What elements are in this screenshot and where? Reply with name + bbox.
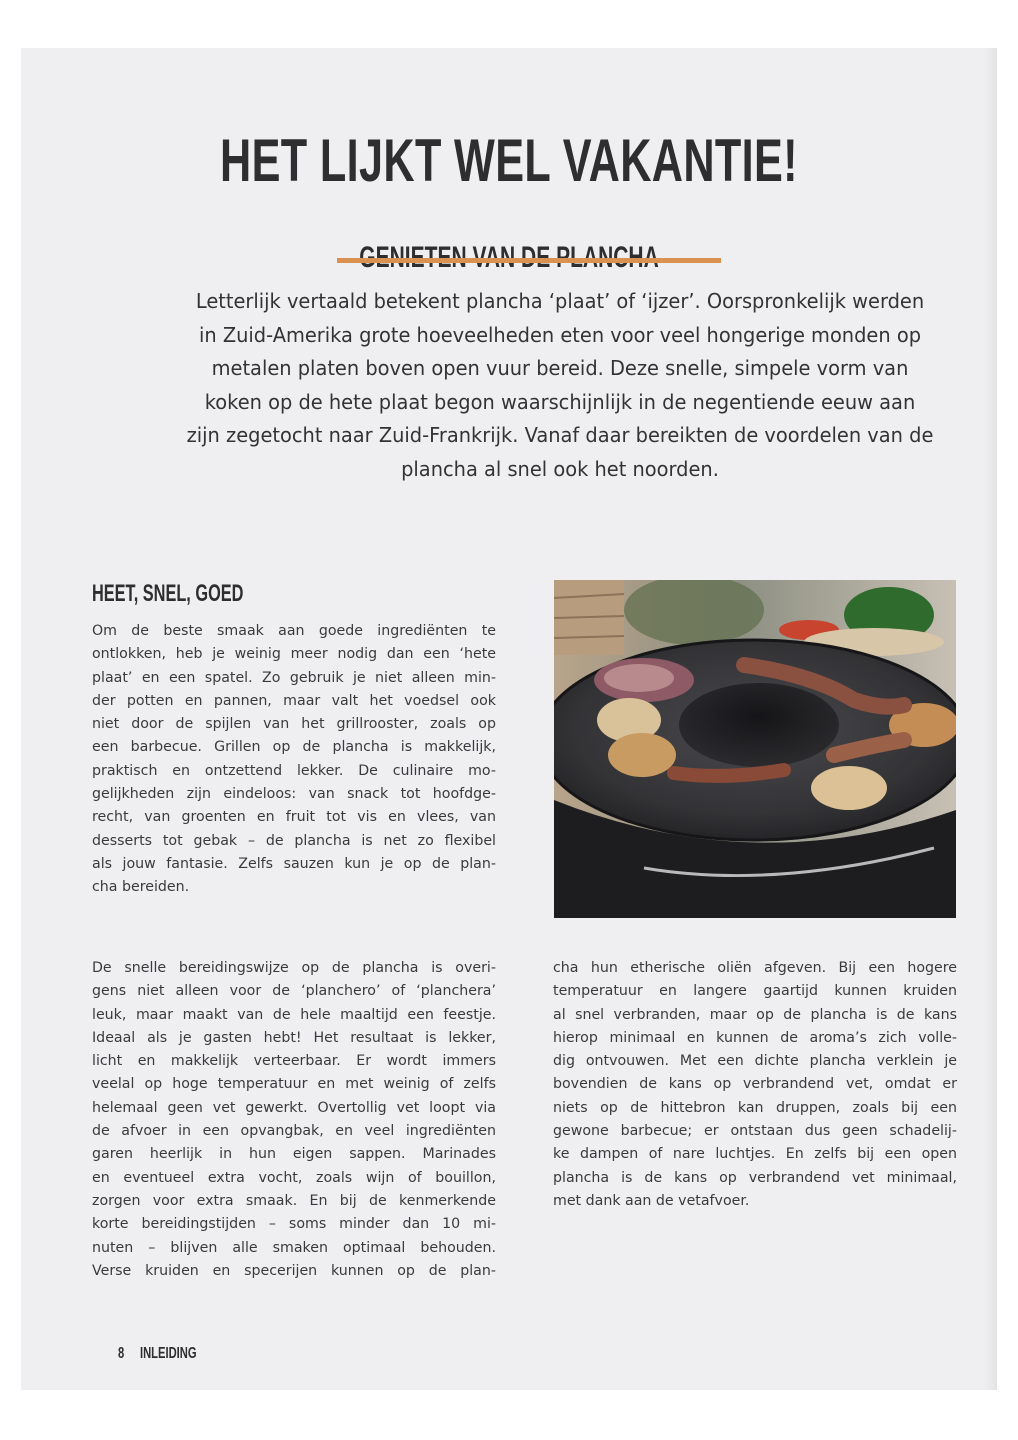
text-line: de afvoer in een opvangbak, en veel ingrediënten <box>92 1123 496 1140</box>
text-line: recht, van groenten en fruit tot vis en vlees, van <box>92 809 496 826</box>
text-line: plancha is de kans op verbrandend vet minimaal, <box>553 1169 957 1186</box>
page-title: HET LIJKT WEL VAKANTIE! <box>220 127 798 194</box>
paragraph-1 <box>92 620 496 900</box>
text-line: cha hun etherische oliën afgeven. Bij een hogere <box>553 960 957 976</box>
text-line: en eventueel extra vocht, zoals wijn of bouillon, <box>92 1169 496 1186</box>
text-line: gens niet alleen voor de ‘planchero’ of ‘planchera’ <box>92 983 496 1000</box>
text-line: niet door de spijlen van het grillrooster, zoals op <box>92 716 496 733</box>
text-line: temperatuur en langere gaartijd kunnen kruiden <box>553 983 957 1000</box>
book-page <box>21 48 997 1390</box>
intro-line: Letterlijk vertaald betekent plancha ‘plaat’ of ‘ijzer’. Oorspronkelijk werden <box>195 289 925 313</box>
page-number: 8 <box>118 1345 125 1362</box>
text-line: der potten en pannen, maar valt het voedsel ook <box>92 692 496 709</box>
text-line: niets op de hittebron kan druppen, zoals bij een <box>553 1099 957 1116</box>
intro-paragraph <box>157 285 962 487</box>
text-line: al snel verbranden, maar op de plancha is de kans <box>553 1006 957 1023</box>
chapter-name: INLEIDING <box>139 1345 197 1362</box>
paragraph-3 <box>553 957 957 1213</box>
text-line: licht en makkelijk verteerbaar. Er wordt immers <box>92 1053 496 1070</box>
text-line: nuten – blijven alle smaken optimaal behouden. <box>92 1239 496 1256</box>
text-line: ke dampen of nare luchtjes. En zelfs bij een open <box>553 1146 957 1163</box>
text-line: cha bereiden. <box>92 879 190 896</box>
plancha-photo <box>554 580 956 918</box>
intro-line: metalen platen boven open vuur bereid. Deze snelle, simpele vorm van <box>211 356 909 381</box>
intro-line: plancha al snel ook het noorden. <box>401 456 719 481</box>
paragraph-2 <box>92 957 496 1283</box>
text-line: bovendien de kans op verbrandend vet, omdat er <box>553 1076 957 1093</box>
text-line: Ideaal als je gasten hebt! Het resultaat is lekker, <box>92 1029 496 1046</box>
text-line: dig ontvouwen. Met een dichte plancha verklein je <box>553 1053 957 1070</box>
text-line: plaat’ en een spatel. Zo gebruik je niet alleen min- <box>92 669 496 686</box>
accent-rule <box>337 258 721 263</box>
text-line: garen heerlijk in hun eigen sappen. Marinades <box>92 1146 496 1163</box>
text-line: gelijkheden zijn eindeloos: van snack tot hoofdge- <box>92 786 496 803</box>
text-line: Om de beste smaak aan goede ingrediënten te <box>92 623 496 639</box>
intro-line: in Zuid-Amerika grote hoeveelheden eten voor veel hongerige monden op <box>198 322 922 347</box>
text-line: een barbecue. Grillen op de plancha is makkelijk, <box>92 739 496 756</box>
text-line: gewone barbecue; er ontstaan dus geen schadelij- <box>553 1123 957 1140</box>
text-line: zorgen voor extra smaak. En bij de kenmerkende <box>92 1192 496 1209</box>
text-line: praktisch en ontzettend lekker. De culinaire mo- <box>92 762 496 779</box>
text-line: ontlokken, heb je weinig meer nodig dan een ‘hete <box>92 646 496 663</box>
section-heading: HEET, SNEL, GOED <box>92 580 244 607</box>
intro-line: zijn zegetocht naar Zuid-Frankrijk. Vanaf daar bereikten de voordelen van de <box>186 423 934 448</box>
text-line: leuk, maar maakt van de hele maaltijd een feestje. <box>92 1006 496 1023</box>
text-line: als jouw fantasie. Zelfs sauzen kun je op de plan- <box>92 855 496 872</box>
text-line: hierop minimaal en kunnen de aroma’s zich volle- <box>553 1029 957 1046</box>
text-line: De snelle bereidingswijze op de plancha is overi- <box>92 960 496 976</box>
text-line: korte bereidingstijden – soms minder dan 10 mi- <box>92 1216 496 1233</box>
text-line: met dank aan de vetafvoer. <box>553 1192 750 1209</box>
text-line: desserts tot gebak – de plancha is net zo flexibel <box>92 832 496 849</box>
text-line: helemaal geen vet gewerkt. Overtollig vet loopt via <box>92 1099 496 1116</box>
plancha-grill-image <box>554 580 956 918</box>
page-footer <box>118 1345 197 1363</box>
intro-line: koken op de hete plaat begon waarschijnlijk in de negentiende eeuw aan <box>204 389 916 414</box>
text-line: Verse kruiden en specerijen kunnen op de plan- <box>92 1262 496 1279</box>
text-line: veelal op hoge temperatuur en met weinig of zelfs <box>92 1076 496 1093</box>
